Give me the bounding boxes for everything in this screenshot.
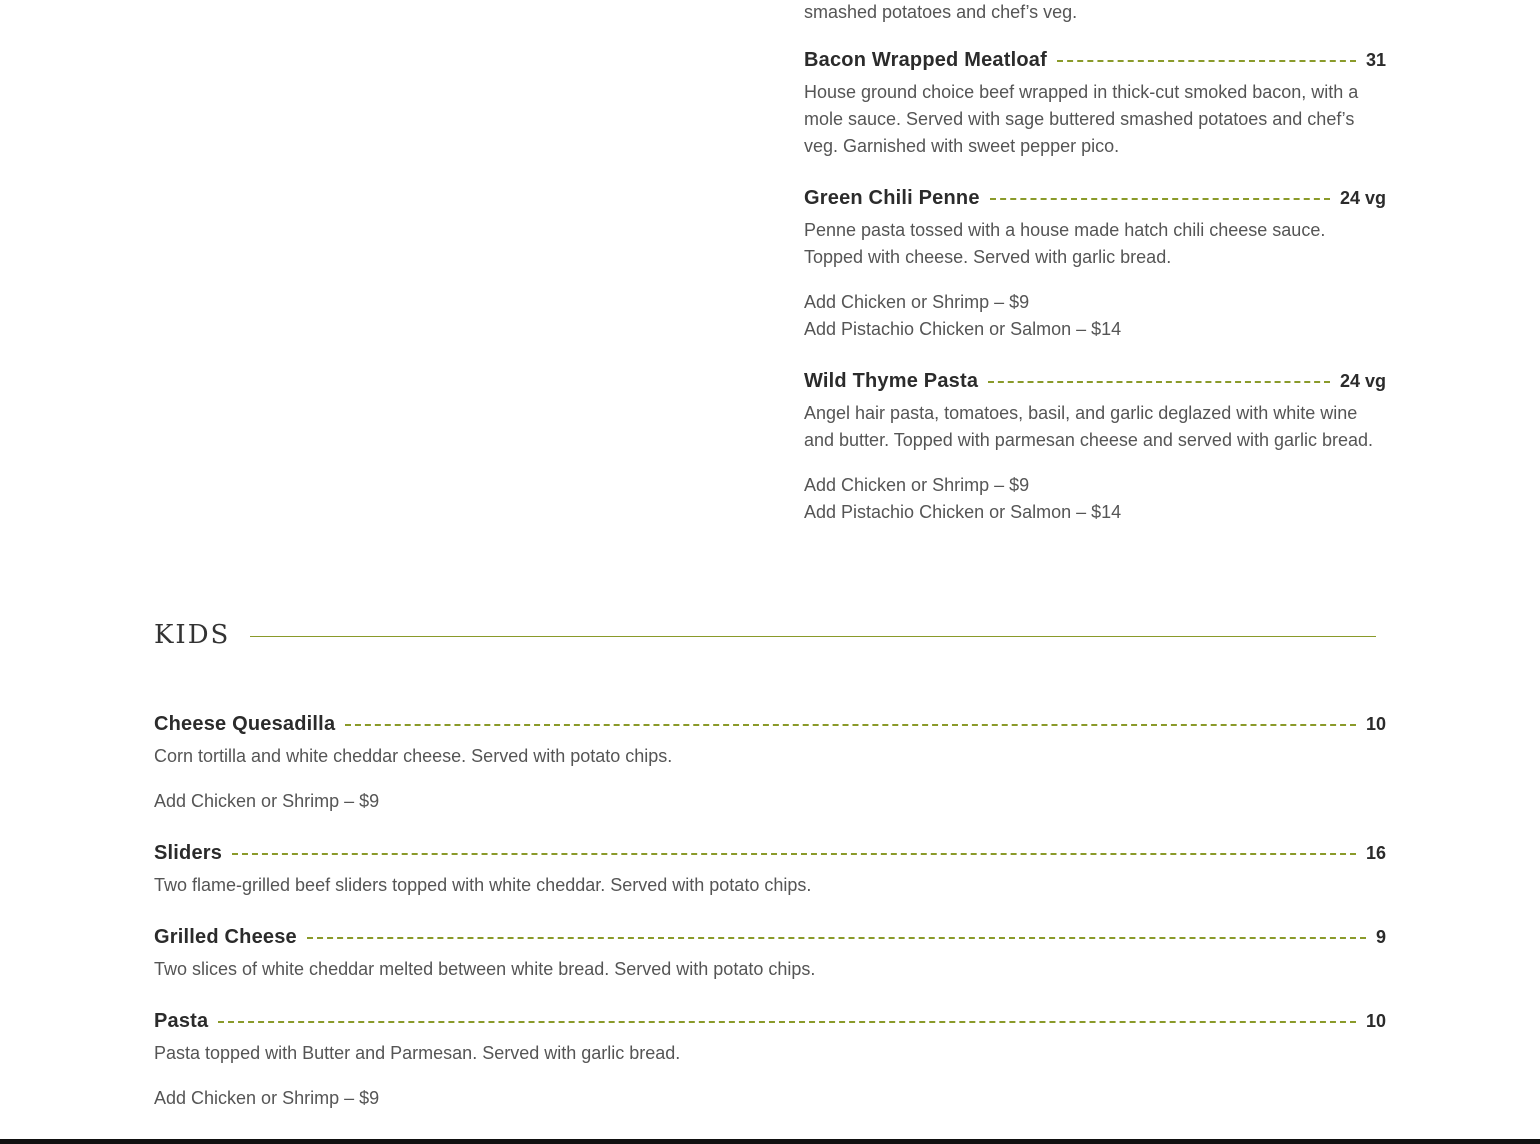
menu-item-cheese-quesadilla <box>154 709 1386 815</box>
item-price: 16 <box>1365 842 1386 863</box>
addon-line: Add Chicken or Shrimp – $9 <box>804 475 1030 495</box>
item-price: 24 vg <box>1339 187 1386 208</box>
item-price: 10 <box>1365 1010 1386 1031</box>
item-description: Angel hair pasta, tomatoes, basil, and garlic deglazed with white wine and butter. Topped with parmesan cheese and served with garlic bread. <box>804 403 1374 450</box>
item-description: House ground choice beef wrapped in thick-cut smoked bacon, with a mole sauce. Served with sage buttered smashed potatoes and chef’s veg. Garnished with sweet pepper pico. <box>804 82 1359 156</box>
item-price: 24 vg <box>1339 370 1386 391</box>
section-title: KIDS <box>154 620 231 650</box>
item-name: Wild Thyme Pasta <box>804 369 979 392</box>
dotted-leader <box>1057 60 1356 62</box>
item-name: Green Chili Penne <box>804 186 980 209</box>
item-name: Grilled Cheese <box>154 925 297 948</box>
menu-item-bacon-wrapped-meatloaf <box>804 45 1386 160</box>
section-rule <box>250 636 1376 637</box>
dotted-leader <box>218 1021 1356 1023</box>
item-price: 9 <box>1375 926 1386 947</box>
item-description: Two slices of white cheddar melted between white bread. Served with potato chips. <box>154 959 816 979</box>
dotted-leader <box>307 937 1366 939</box>
dotted-leader <box>232 853 1356 855</box>
addon-line: Add Pistachio Chicken or Salmon – $14 <box>804 319 1122 339</box>
addon-line: Add Chicken or Shrimp – $9 <box>154 791 380 811</box>
item-description: Two flame-grilled beef sliders topped with white cheddar. Served with potato chips. <box>154 875 812 895</box>
item-description-fragment: smashed potatoes and chef’s veg. <box>804 2 1078 22</box>
item-price: 31 <box>1365 49 1386 70</box>
item-addons <box>804 472 1386 526</box>
item-description: Penne pasta tossed with a house made hatch chili cheese sauce. Topped with cheese. Served with garlic bread. <box>804 220 1326 267</box>
section-header-kids <box>154 615 1376 655</box>
menu-item-grilled-cheese <box>154 922 1386 983</box>
dotted-leader <box>990 198 1330 200</box>
footer-bar <box>0 1139 1540 1144</box>
item-name: Sliders <box>154 841 223 864</box>
item-description: Pasta topped with Butter and Parmesan. Served with garlic bread. <box>154 1043 681 1063</box>
addon-line: Add Chicken or Shrimp – $9 <box>154 1088 380 1108</box>
dotted-leader <box>988 381 1330 383</box>
addon-line: Add Chicken or Shrimp – $9 <box>804 292 1030 312</box>
item-description: Corn tortilla and white cheddar cheese. Served with potato chips. <box>154 746 673 766</box>
item-addons <box>154 1085 1386 1112</box>
dotted-leader <box>345 724 1356 726</box>
item-price: 10 <box>1365 713 1386 734</box>
item-addons <box>154 788 1386 815</box>
menu-item-sliders <box>154 838 1386 899</box>
item-addons <box>804 289 1386 343</box>
addon-line: Add Pistachio Chicken or Salmon – $14 <box>804 502 1122 522</box>
item-name: Cheese Quesadilla <box>154 712 336 735</box>
item-name: Bacon Wrapped Meatloaf <box>804 48 1047 71</box>
menu-item-green-chili-penne <box>804 183 1386 343</box>
item-name: Pasta <box>154 1009 209 1032</box>
menu-item-pasta <box>154 1006 1386 1112</box>
menu-item-wild-thyme-pasta <box>804 366 1386 526</box>
